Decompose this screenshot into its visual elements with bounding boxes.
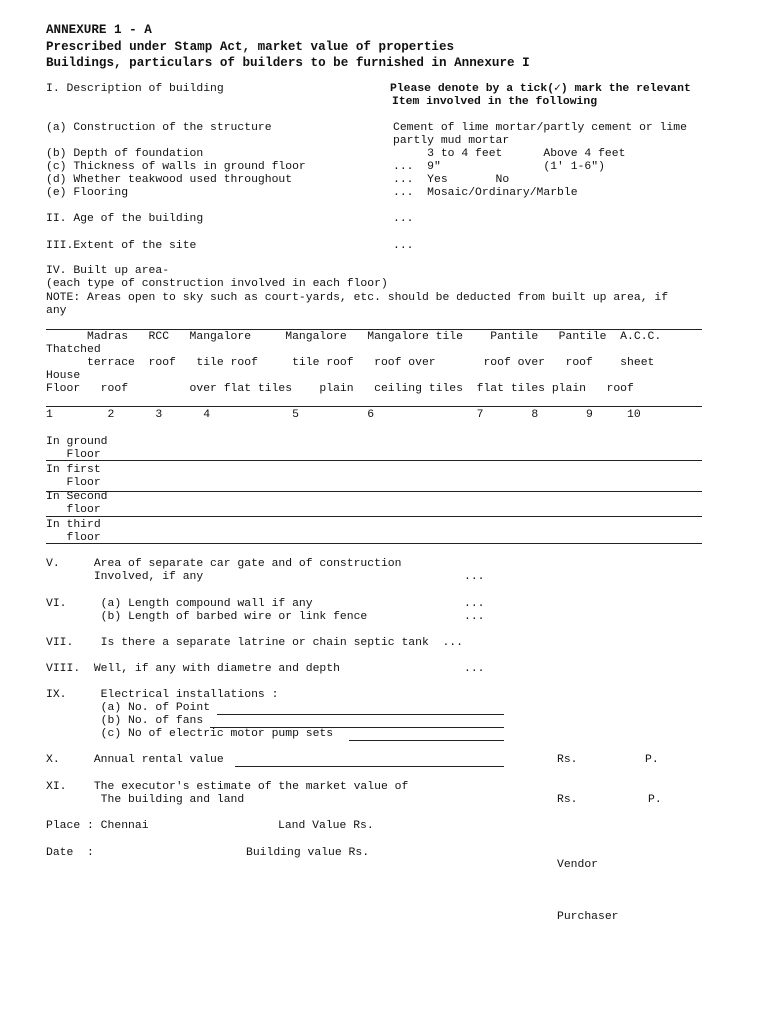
section-5-line-2: Involved, if any (46, 571, 204, 583)
section-9-title: IX. Electrical installations : (46, 689, 279, 701)
section-2-title: II. Age of the building (46, 213, 204, 225)
item-foundation-label: (b) Depth of foundation (46, 148, 204, 160)
tick-instruction-1: Please denote by a tick(✓) mark the relevant (390, 83, 691, 95)
place-label: Place : Chennai (46, 820, 149, 832)
table-column-numbers: 1 2 3 4 5 6 7 8 9 10 (46, 409, 641, 421)
section-6-dots-1: ... (464, 598, 485, 610)
section-1-title: I. Description of building (46, 83, 224, 95)
building-value-label: Building value Rs. (246, 847, 370, 859)
motor-pumps-label: (c) No of electric motor pump sets (46, 728, 334, 740)
section-4-note-2: any (46, 305, 67, 317)
section-5-dots: ... (464, 571, 485, 583)
section-11-p: P. (648, 794, 662, 806)
table-header-row-3: Floor roof over flat tiles plain ceiling tiles flat tiles plain roof (46, 383, 634, 395)
purchaser-label: Purchaser (557, 911, 619, 923)
item-teakwood-label: (d) Whether teakwood used throughout (46, 174, 293, 186)
date-label: Date : (46, 847, 94, 859)
floor-first-label-2: Floor (46, 477, 101, 489)
section-11-line-1: XI. The executor's estimate of the market value of (46, 781, 409, 793)
floor-third-rule (46, 543, 702, 544)
points-label: (a) No. of Point (46, 702, 211, 714)
fans-label: (b) No. of fans (46, 715, 204, 727)
floor-ground-label: In ground (46, 436, 108, 448)
section-10-label: X. Annual rental value (46, 754, 224, 766)
section-11-rs: Rs. (557, 794, 578, 806)
floor-first-rule (46, 491, 702, 492)
motor-pumps-blank[interactable] (349, 740, 504, 741)
section-5-line-1: V. Area of separate car gate and of construction (46, 558, 402, 570)
table-header-rule (46, 406, 702, 407)
section-6-line-2: (b) Length of barbed wire or link fence (46, 611, 368, 623)
floor-second-rule (46, 516, 702, 517)
floor-third-label: In third (46, 519, 101, 531)
section-10-p: P. (645, 754, 659, 766)
floor-first-label: In first (46, 464, 101, 476)
item-construction-label: (a) Construction of the structure (46, 122, 272, 134)
section-11-line-2: The building and land (46, 794, 245, 806)
table-top-rule (46, 329, 702, 330)
rental-value-blank[interactable] (235, 766, 504, 767)
item-foundation-value: 3 to 4 feet Above 4 feet (393, 148, 626, 160)
item-construction-value: Cement of lime mortar/partly cement or lime (393, 122, 687, 134)
section-6-dots-2: ... (464, 611, 485, 623)
item-flooring-label: (e) Flooring (46, 187, 129, 199)
item-walls-value: ... 9" (1' 1-6") (393, 161, 605, 173)
section-3-title: III.Extent of the site (46, 240, 197, 252)
floor-second-label: In Second (46, 491, 108, 503)
section-6-line-1: VI. (a) Length compound wall if any (46, 598, 313, 610)
section-4-sub: (each type of construction involved in each floor) (46, 278, 388, 290)
floor-ground-rule (46, 460, 702, 461)
section-2-dots: ... (393, 213, 414, 225)
vendor-label: Vendor (557, 859, 599, 871)
points-blank[interactable] (217, 714, 504, 715)
table-header-row-2: terrace roof tile roof tile roof roof over roof over roof sheet (46, 357, 655, 369)
item-teakwood-value: ... Yes No (393, 174, 510, 186)
section-8: VIII. Well, if any with diametre and depth (46, 663, 340, 675)
item-walls-label: (c) Thickness of walls in ground floor (46, 161, 306, 173)
section-4-title: IV. Built up area- (46, 265, 170, 277)
section-7: VII. Is there a separate latrine or chain septic tank ... (46, 637, 463, 649)
table-header-row-2b: House (46, 370, 81, 382)
section-3-dots: ... (393, 240, 414, 252)
heading-line-1: Prescribed under Stamp Act, market value of properties (46, 40, 455, 54)
section-10-rs: Rs. (557, 754, 578, 766)
land-value-label: Land Value Rs. (278, 820, 374, 832)
floor-third-label-2: floor (46, 532, 101, 544)
floor-ground-label-2: Floor (46, 449, 101, 461)
table-header-row-1b: Thatched (46, 344, 101, 356)
item-construction-value-2: partly mud mortar (393, 135, 510, 147)
floor-second-label-2: floor (46, 504, 101, 516)
annexure-title: ANNEXURE 1 - A (46, 23, 152, 37)
item-flooring-value: ... Mosaic/Ordinary/Marble (393, 187, 578, 199)
section-8-dots: ... (464, 663, 485, 675)
section-4-note-1: NOTE: Areas open to sky such as court-yards, etc. should be deducted from built up area, if (46, 292, 669, 304)
tick-instruction-2: Item involved in the following (392, 96, 598, 108)
table-header-row-1: Madras RCC Mangalore Mangalore Mangalore tile Pantile Pantile A.C.C. (46, 331, 662, 343)
heading-line-2: Buildings, particulars of builders to be furnished in Annexure I (46, 56, 530, 70)
